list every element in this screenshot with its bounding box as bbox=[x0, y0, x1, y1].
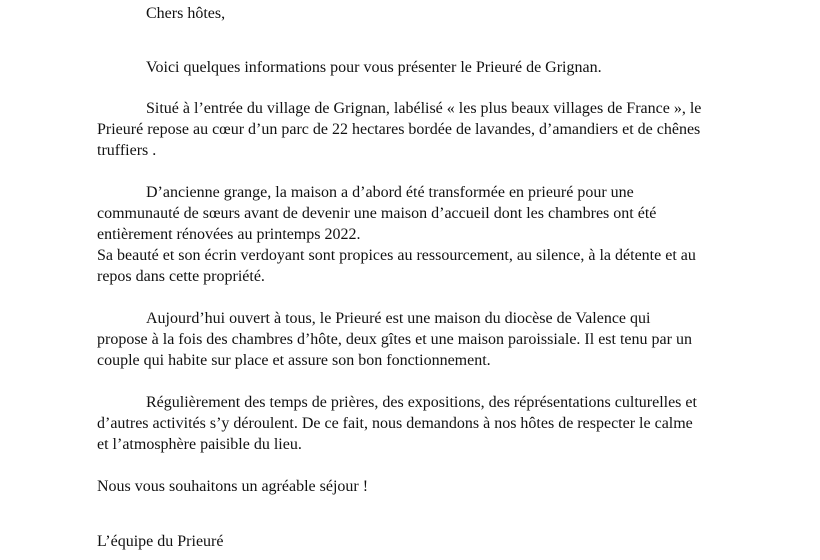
paragraph-line: Aujourd’hui ouvert à tous, le Prieuré est une maison du diocèse de Valence qui bbox=[146, 310, 651, 327]
paragraph-line: Régulièrement des temps de prières, des expositions, des réprésentations culturelles et bbox=[146, 394, 697, 411]
greeting: Chers hôtes, bbox=[146, 5, 226, 22]
paragraph-line: couple qui habite sur place et assure son bon fonctionnement. bbox=[97, 352, 491, 369]
paragraph-line: Prieuré repose au cœur d’un parc de 22 hectares bordée de lavandes, d’amandiers et de chênes bbox=[97, 121, 701, 138]
paragraph-line: Sa beauté et son écrin verdoyant sont propices au ressourcement, au silence, à la détente et au bbox=[97, 247, 696, 264]
paragraph-line: repos dans cette propriété. bbox=[97, 268, 265, 285]
paragraph-line: truffiers . bbox=[97, 142, 157, 159]
paragraph-line: entièrement rénovées au printemps 2022. bbox=[97, 226, 361, 243]
paragraph-line: d’autres activités s’y déroulent. De ce fait, nous demandons à nos hôtes de respecter le calme bbox=[97, 415, 693, 432]
intro-line: Voici quelques informations pour vous présenter le Prieuré de Grignan. bbox=[146, 59, 602, 76]
signature: L’équipe du Prieuré bbox=[97, 533, 224, 550]
paragraph-line: communauté de sœurs avant de devenir une maison d’accueil dont les chambres ont été bbox=[97, 205, 657, 222]
closing-line: Nous vous souhaitons un agréable séjour ! bbox=[97, 478, 369, 495]
paragraph-line: et l’atmosphère paisible du lieu. bbox=[97, 436, 302, 453]
paragraph-line: propose à la fois des chambres d’hôte, deux gîtes et une maison paroissiale. Il est tenu par un bbox=[97, 331, 692, 348]
paragraph-line: D’ancienne grange, la maison a d’abord été transformée en prieuré pour une bbox=[146, 184, 634, 201]
paragraph-line: Situé à l’entrée du village de Grignan, labélisé « les plus beaux villages de France », le bbox=[146, 100, 702, 117]
